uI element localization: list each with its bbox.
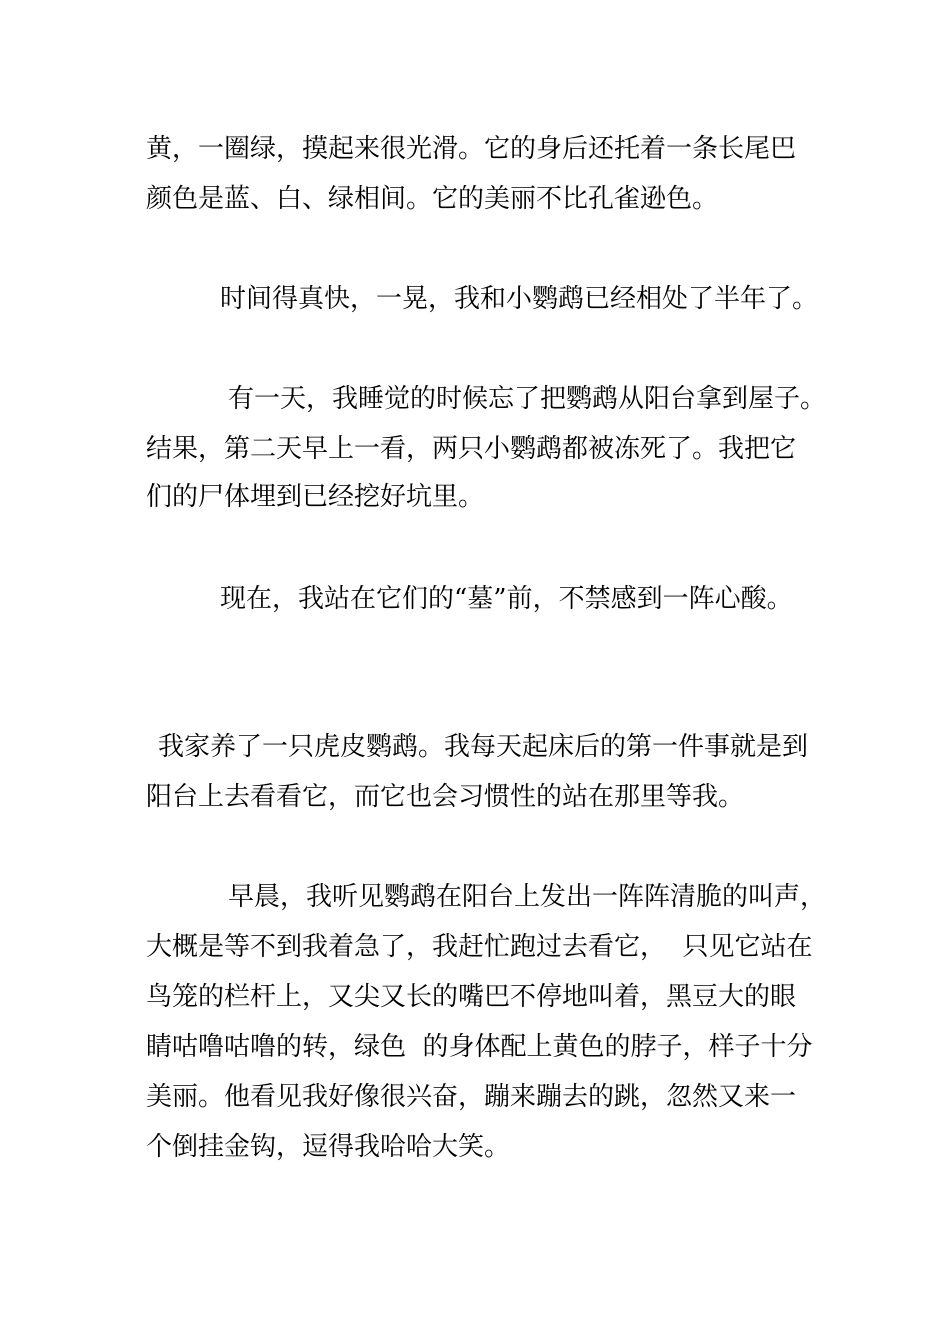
paragraph-1-line-1: 黄，一圈绿，摸起来很光滑。它的身后还托着一条长尾巴: [146, 134, 797, 164]
paragraph-5-line-2: 阳台上去看看它，而它也会习惯性的站在那里等我。: [146, 782, 745, 812]
paragraph-6-line-2: 大概是等不到我着急了，我赶忙跑过去看它， 只见它站在: [146, 932, 813, 962]
paragraph-4-line-1: 现在，我站在它们的“墓”前，不禁感到一阵心酸。: [220, 584, 793, 614]
paragraph-2-line-1: 时间得真快，一晃，我和小鹦鹉已经相处了半年了。: [220, 284, 819, 314]
paragraph-6-line-5: 美丽。他看见我好像很兴奋，蹦来蹦去的跳，忽然又来一: [146, 1082, 797, 1112]
paragraph-6-line-1: 早晨，我听见鹦鹉在阳台上发出一阵阵清脆的叫声，: [228, 882, 827, 912]
paragraph-3-line-1: 有一天，我睡觉的时候忘了把鹦鹉从阳台拿到屋子。: [228, 384, 827, 414]
paragraph-5-line-1: 我家养了一只虎皮鹦鹉。我每天起床后的第一件事就是到: [158, 732, 809, 762]
paragraph-1-line-2: 颜色是蓝、白、绿相间。它的美丽不比孔雀逊色。: [146, 184, 719, 214]
paragraph-3-line-2: 结果，第二天早上一看，两只小鹦鹉都被冻死了。我把它: [146, 434, 797, 464]
paragraph-6-line-4: 睛咕噜咕噜的转，绿色 的身体配上黄色的脖子，样子十分: [146, 1032, 813, 1062]
paragraph-6-line-6: 个倒挂金钩，逗得我哈哈大笑。: [146, 1132, 511, 1162]
paragraph-3-line-3: 们的尸体埋到已经挖好坑里。: [146, 482, 485, 512]
paragraph-6-line-3: 鸟笼的栏杆上，又尖又长的嘴巴不停地叫着，黑豆大的眼: [146, 982, 797, 1012]
